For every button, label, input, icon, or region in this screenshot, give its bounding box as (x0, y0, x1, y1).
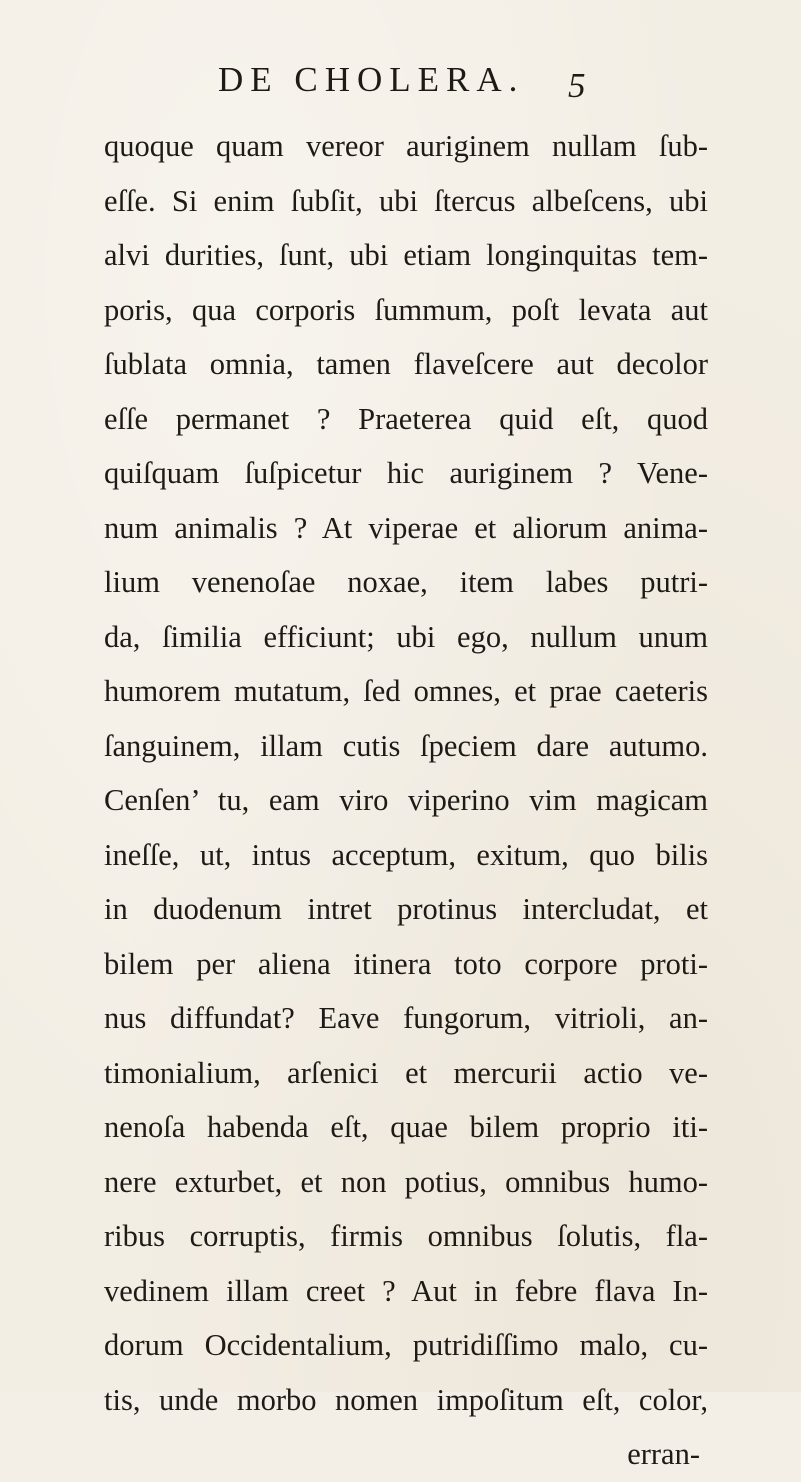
text-line: quoque quam vereor auriginem nullam ſub- (104, 129, 708, 163)
text-line: ineſſe, ut, intus acceptum, exitum, quo bilis (104, 837, 708, 872)
page-number: 5 (568, 66, 586, 105)
text-line: num animalis ? At viperae et aliorum anima- (104, 510, 708, 545)
text-line: da, ſimilia efficiunt; ubi ego, nullum unum (104, 619, 708, 654)
text-line: nenoſa habenda eſt, quae bilem proprio iti- (104, 1110, 708, 1144)
text-line: bilem per aliena itinera toto corpore proti- (104, 946, 708, 981)
body-text (104, 119, 708, 1482)
text-line: alvi durities, ſunt, ubi etiam longinquitas tem- (104, 238, 708, 272)
text-line: nus diffundat? Eave fungorum, vitrioli, an- (104, 1001, 708, 1035)
text-line: humorem mutatum, ſed omnes, et prae caeteris (104, 674, 708, 708)
catchword: erran- (627, 1437, 700, 1471)
text-line: Cenſen’ tu, eam viro viperino vim magicam (104, 783, 708, 817)
text-line: eſſe permanet ? Praeterea quid eſt, quod (104, 401, 708, 436)
running-title: DE CHOLERA. (218, 60, 525, 99)
text-line: poris, qua corporis ſummum, poſt levata aut (104, 292, 708, 327)
text-line: lium venenoſae noxae, item labes putri- (104, 565, 708, 599)
text-line: ſanguinem, illam cutis ſpeciem dare autumo. (104, 728, 708, 763)
text-line: in duodenum intret protinus intercludat, et (104, 892, 708, 926)
text-line: vedinem illam creet ? Aut in febre flava In- (104, 1273, 708, 1308)
text-line: dorum Occidentalium, putridiſſimo malo, cu- (104, 1328, 708, 1362)
text-line: nere exturbet, et non potius, omnibus humo- (104, 1164, 708, 1199)
text-line: tis, unde morbo nomen impoſitum eſt, color, (104, 1382, 708, 1417)
text-line: ribus corruptis, firmis omnibus ſolutis, fla- (104, 1219, 708, 1253)
text-line: quiſquam ſuſpicetur hic auriginem ? Vene- (104, 456, 708, 490)
text-line: eſſe. Si enim ſubſit, ubi ſtercus albeſcens, ubi (104, 183, 708, 218)
text-line: timonialium, arſenici et mercurii actio ve- (104, 1055, 708, 1090)
page-header (218, 50, 598, 110)
text-line: ſublata omnia, tamen flaveſcere aut decolor (104, 347, 708, 381)
